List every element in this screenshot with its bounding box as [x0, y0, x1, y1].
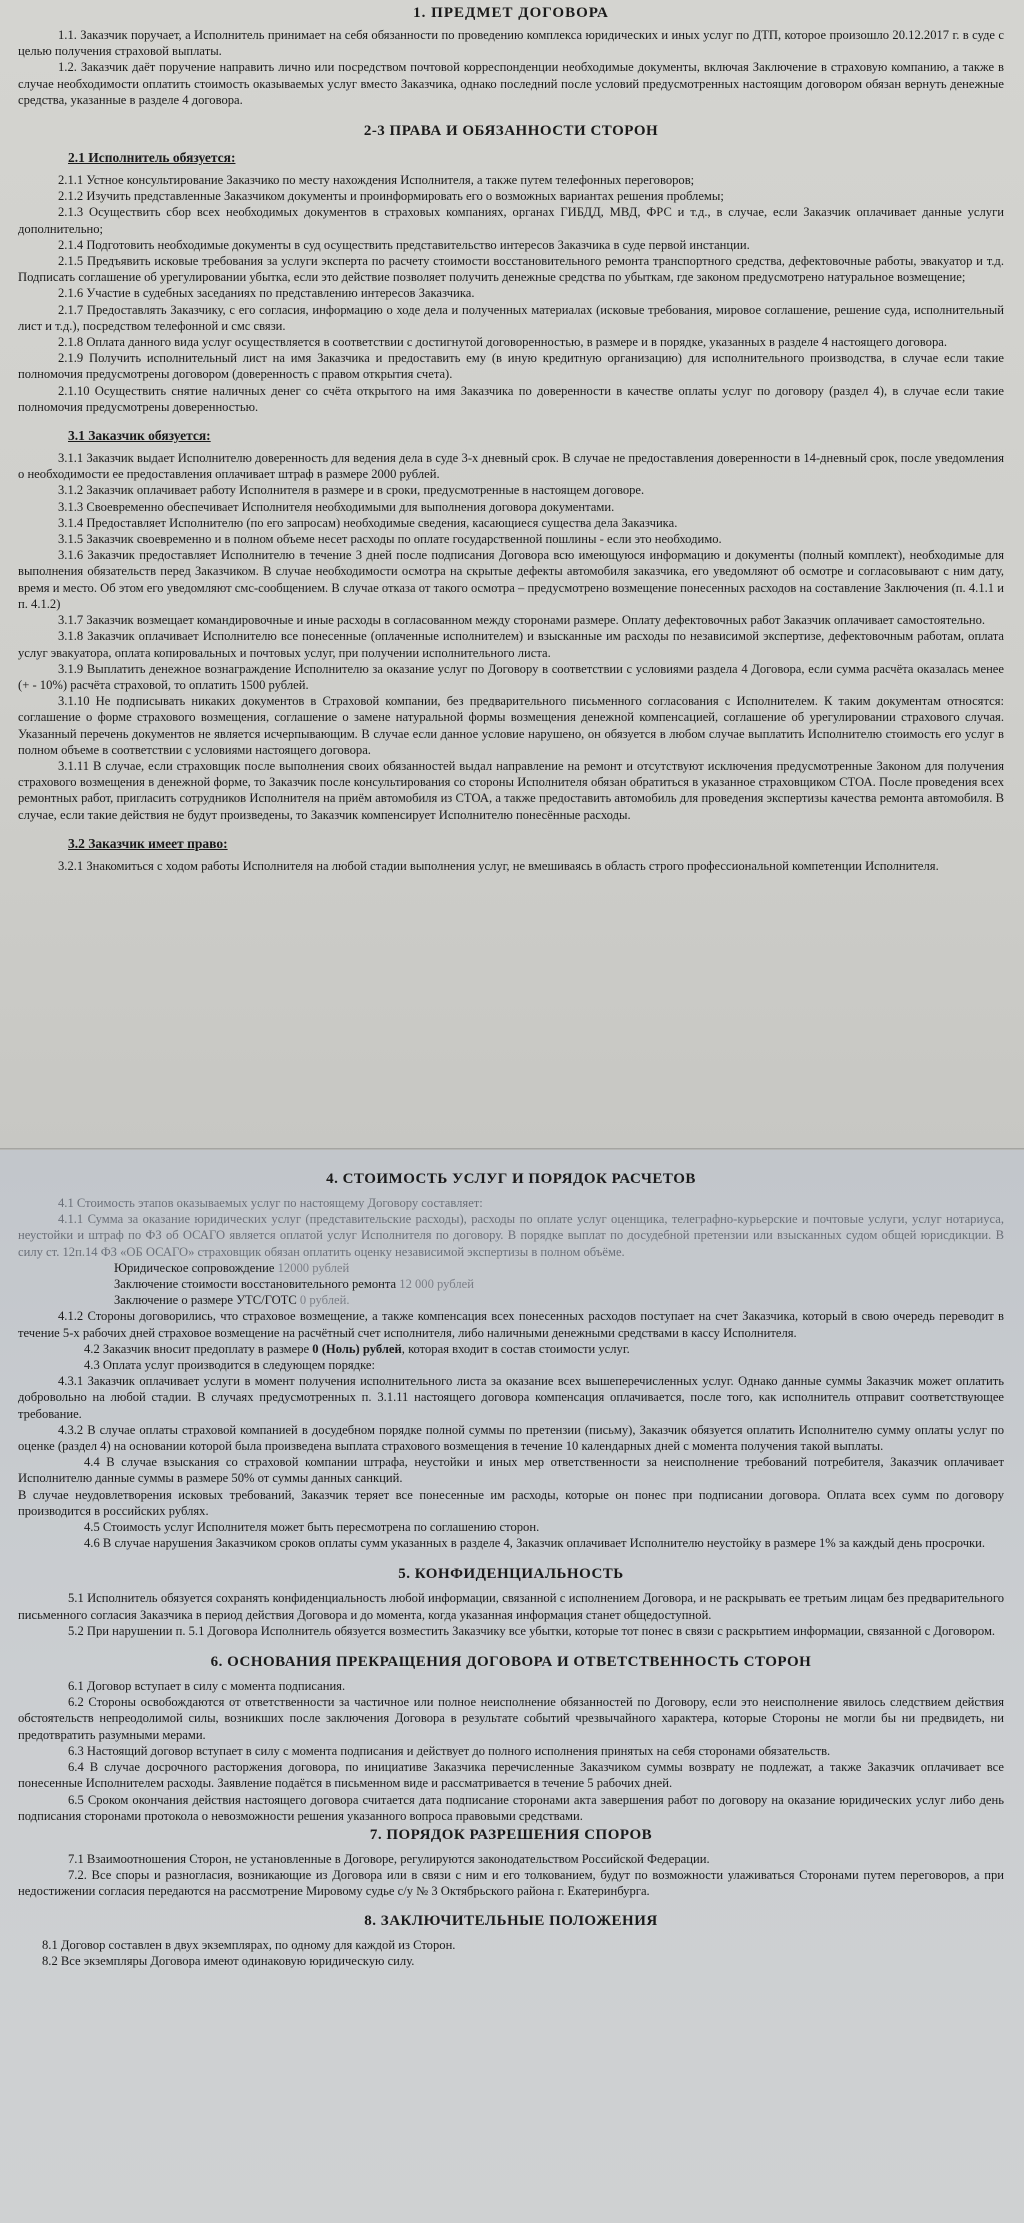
clause-3-1-8: 3.1.8 Заказчик оплачивает Исполнителю все понесенные (оплаченные исполнителем) и взысканные им расходы по независимой экспертизе, дефектовочным работам, оплата услуг эвакуатора, оплата копировальных и почтовых услуг, при получении исполнительного листа. — [18, 629, 1004, 660]
clause-8-1: 8.1 Договор составлен в двух экземплярах, по одному для каждой из Сторон. — [42, 1937, 456, 1952]
subsection-2-1-heading: 2.1 Исполнитель обязуется: — [68, 150, 236, 166]
clause-2-1-9: 2.1.9 Получить исполнительный лист на имя Заказчика и предоставить ему (в иную кредитную организацию) для исполнительного производства, в случае если такие полномочия предусмотрены договором (доверенность с правом открытия счета). — [18, 351, 1004, 382]
clause-8-2: 8.2 Все экземпляры Договора имеют одинаковую юридическую силу. — [42, 1953, 415, 1968]
clause-4-4-continued: В случае неудовлетворения исковых требований, Заказчик теряет все понесенные им расходы, которые он понес при подписании договора. Оплата всех сумм по договору производится в российских рублях. — [18, 1487, 1004, 1518]
fee-legal-support — [18, 1260, 1004, 1276]
clause-4-1-2: 4.1.2 Стороны договорились, что страховое возмещение, а также компенсация всех понесенных расходов поступает на счет Заказчика, который в свою очередь переводит в течение 5-х рабочих дней страховое возмещение на расчётный счет исполнителя, либо наличными денежными средствами в кассу Исполнителя. — [18, 1309, 1004, 1340]
fee-repair-estimate-label: Заключение стоимости восстановительного ремонта — [114, 1277, 400, 1292]
clause-3-1-2: 3.1.2 Заказчик оплачивает работу Исполнителя в размере и в сроки, предусмотренные в настоящем договоре. — [58, 483, 645, 498]
page-1-content — [18, 4, 1004, 874]
clause-4-4: 4.4 В случае взыскания со страховой компании штрафа, неустойки и иных мер ответственности за неисполнение требований потребителя, Заказчик оплачивает Исполнителю данные суммы в размере 50% от суммы данных санкций. — [18, 1455, 1004, 1486]
subsection-3-2-heading: 3.2 Заказчик имеет право: — [68, 835, 228, 851]
clause-3-1-1: 3.1.1 Заказчик выдает Исполнителю доверенность для ведения дела в суде 3-х дневный срок. В случае не предоставления доверенности в 14-дневный срок, после уведомления о необходимости ее предоставления оплачивает штраф в размере 2000 рублей. — [18, 451, 1004, 482]
clause-4-2 — [18, 1341, 1004, 1357]
section-7-heading: 7. ПОРЯДОК РАЗРЕШЕНИЯ СПОРОВ — [369, 1826, 653, 1843]
clause-4-2-tail: , которая входит в состав стоимости услуг. — [401, 1341, 630, 1356]
clause-4-3-1: 4.3.1 Заказчик оплачивает услуги в момент получения исполнительного листа за оказание всех вышеперечисленных услуг. Однако данные суммы Заказчик может оплатить добровольно на любой стадии. В случаях предусмотренных п. 3.1.11 настоящего договора компенсация оплачивается, после того, как исполнитель отправит соответствующее требование. — [18, 1374, 1004, 1421]
subsection-3-1-heading: 3.1 Заказчик обязуется: — [68, 428, 211, 444]
clause-2-1-1: 2.1.1 Устное консультирование Заказчико по месту нахождения Исполнителя, а также путем телефонных переговоров; — [58, 173, 695, 188]
clause-4-2-amount: 0 (Ноль) рублей — [312, 1341, 402, 1356]
clause-2-1-6: 2.1.6 Участие в судебных заседаниях по представлению интересов Заказчика. — [58, 286, 475, 301]
fee-uts-gots — [18, 1292, 1004, 1308]
clause-4-1: 4.1 Стоимость этапов оказываемых услуг по настоящему Договору составляет: — [58, 1196, 483, 1210]
clause-6-4: 6.4 В случае досрочного расторжения договора, по инициативе Заказчика перечисленные Заказчиком суммы возврату не подлежат, а также Заказчик оплачивает все понесенные Исполнителем расходы. Заявление подаётся в письменном виде и рассматривается в течение 5 рабочих дней. — [18, 1760, 1004, 1791]
document-page-2 — [0, 1150, 1024, 2223]
section-1-heading: 1. ПРЕДМЕТ ДОГОВОРА — [413, 5, 609, 21]
clause-3-1-11: 3.1.11 В случае, если страховщик после выполнения своих обязанностей выдал направление на ремонт и отсутствуют исключения предусмотренные Законом для получения страхового возмещения в денежной форме, то Заказчик после консультирования со стороны Исполнителя обязан обратиться в указанное страховщиком СТОА. После проведения всех ремонтных работ, пригласить сотрудников Исполнителя на приём автомобиля из СТОА, а также предоставить автомобиль для проведения экспертизы качества ремонта автомобиля. В случае, если такие действия не будут произведены, то Заказчик компенсирует Исполнителю понесённые расходы. — [18, 758, 1004, 822]
clause-7-2: 7.2. Все споры и разногласия, возникающие из Договора или в связи с ним и его толкованием, будут по возможности улаживаться Сторонами путем переговоров, а при недостижении согласия передаются на рассмотрение Мировому судье с/у № 3 Октябрьского района г. Екатеринбурга. — [18, 1868, 1004, 1899]
clause-4-2-text: 4.2 Заказчик вносит предоплату в размере — [84, 1341, 313, 1356]
clause-3-1-5: 3.1.5 Заказчик своевременно и в полном объеме несет расходы по оплате государственной пошлины - если это необходимо. — [58, 532, 722, 547]
section-8-heading: 8. ЗАКЛЮЧИТЕЛЬНЫЕ ПОЛОЖЕНИЯ — [364, 1912, 658, 1929]
clause-7-1: 7.1 Взаимоотношения Сторон, не установленные в Договоре, регулируются законодательством Российской Федерации. — [68, 1851, 710, 1866]
section-6-heading: 6. ОСНОВАНИЯ ПРЕКРАЩЕНИЯ ДОГОВОРА И ОТВЕТСТВЕННОСТЬ СТОРОН — [210, 1654, 812, 1671]
clause-4-1-1: 4.1.1 Сумма за оказание юридических услуг (представительские расходы), расходы по оплате услуг оценщика, телеграфно-курьерские и почтовые услуги, услуг нотариуса, неустойки и штраф по ФЗ об ОСАГО является оплатой услуг Исполнителя по договору. В порядке выплат по досудебной претензии или взысканных судом общей юрисдикции. В силу ст. 12п.14 ФЗ «ОБ ОСАГО» страховщик обязан оплатить оценку независимой экспертизы в полном объёме. — [18, 1212, 1004, 1259]
clause-4-6: 4.6 В случае нарушения Заказчиком сроков оплаты сумм указанных в разделе 4, Заказчик оплачивает Исполнителю неустойку в размере 1% за каждый день просрочки. — [84, 1536, 986, 1551]
clause-4-5: 4.5 Стоимость услуг Исполнителя может быть пересмотрена по соглашению сторон. — [84, 1520, 540, 1535]
fee-uts-gots-label: Заключение о размере УТС/ГОТС — [114, 1293, 300, 1308]
section-4-heading: 4. СТОИМОСТЬ УСЛУГ И ПОРЯДОК РАСЧЕТОВ — [326, 1171, 696, 1187]
section-5-heading: 5. КОНФИДЕНЦИАЛЬНОСТЬ — [398, 1566, 624, 1583]
fee-repair-estimate — [18, 1276, 1004, 1292]
clause-5-1: 5.1 Исполнитель обязуется сохранять конфиденциальность любой информации, связанной с исполнением Договора, и не раскрывать ее третьим лицам без предварительного письменного согласия Заказчика в период действия Договора и до момента, когда указанная информация станет общедоступной. — [18, 1591, 1004, 1622]
fee-repair-estimate-value: 12 000 рублей — [399, 1277, 475, 1292]
fee-uts-gots-value: 0 рублей. — [299, 1293, 350, 1308]
fee-legal-support-label: Юридическое сопровождение — [114, 1260, 278, 1275]
clause-1-2: 1.2. Заказчик даёт поручение направить лично или посредством почтовой корреспонденции необходимые документы, включая Заключение в страховую компанию, а также в случае необходимости оплатить стоимость оказываемых услуг вместо Заказчика, однако последний после условий предусмотренных настоящим договором обязан вернуть денежные средства, указанные в разделе 4 договора. — [18, 60, 1004, 107]
clause-2-1-5: 2.1.5 Предъявить исковые требования за услуги эксперта по расчету стоимости восстановительного ремонта транспортного средства, дефектовочные работы, эвакуатор и т.д. Подписать соглашение об урегулировании убытка, если это действие позволяет получить денежные средства по убыткам, где законом предусмотрено натуральное возмещение; — [18, 254, 1004, 285]
clause-2-1-4: 2.1.4 Подготовить необходимые документы в суд осуществить представительство интересов Заказчика в суде первой инстанции. — [58, 237, 750, 252]
clause-3-1-6: 3.1.6 Заказчик предоставляет Исполнителю в течение 3 дней после подписания Договора всю имеющуюся информацию и документы (полный комплект), необходимые для выполнения обязательств перед Заказчиком. В случае необходимости осмотра на скрытые дефекты автомобиля заказчика, его уведомляют об осмотре и согласовывают с ним дату, время и место. Об этом его уведомляют смс-сообщением. В случае отказа от такого осмотра – предусмотрено возмещение понесенных расходов на составление Заключения (п. 4.1.1 и п. 4.1.2) — [18, 548, 1004, 611]
page-2-content — [18, 1170, 1004, 1969]
clause-6-3: 6.3 Настоящий договор вступает в силу с момента подписания и действует до полного исполнения принятых на себя сторонами обязательств. — [68, 1743, 831, 1758]
fee-legal-support-value: 12000 рублей — [277, 1260, 350, 1275]
clause-2-1-10: 2.1.10 Осуществить снятие наличных денег со счёта открытого на имя Заказчика по доверенности в качестве оплаты услуг по договору (раздел 4), в случае если такие полномочия предусмотрены доверенностью. — [18, 383, 1004, 414]
clause-2-1-8: 2.1.8 Оплата данного вида услуг осуществляется в соответствии с достигнутой договоренностью, в размере и в порядке, указанных в разделе 4 настоящего договора. — [58, 335, 947, 350]
clause-6-1: 6.1 Договор вступает в силу с момента подписания. — [68, 1679, 346, 1694]
clause-3-1-4: 3.1.4 Предоставляет Исполнителю (по его запросам) необходимые сведения, касающиеся существа дела Заказчика. — [58, 515, 678, 530]
clause-3-1-9: 3.1.9 Выплатить денежное вознаграждение Исполнителю за оказание услуг по Договору в соответствии с условиями раздела 4 Договора, если сумма расчёта оказалась менее (+ - 10%) расчёта страховой, то оплатить 1500 рублей. — [18, 661, 1004, 692]
clause-3-2-1: 3.2.1 Знакомиться с ходом работы Исполнителя на любой стадии выполнения услуг, не вмешиваясь в область строго профессиональной компетенции Исполнителя. — [58, 858, 939, 873]
clause-2-1-3: 2.1.3 Осуществить сбор всех необходимых документов в страховых компаниях, органах ГИБДД, МВД, ФРС и т.д., в случае, если Заказчик оплачивает данные услуги дополнительно; — [18, 205, 1004, 236]
clause-4-3-2: 4.3.2 В случае оплаты страховой компанией в досудебном порядке полной суммы по претензии (письму), Заказчик обязуется оплатить Исполнителю сумму оплаты услуг по оценке (раздел 4) на основании которой была произведена выплата страхового возмещения в течение 10 календарных дней с момента получения такой выплаты. — [18, 1422, 1004, 1454]
clause-3-1-10: 3.1.10 Не подписывать никаких документов в Страховой компании, без предварительного письменного согласования с Исполнителем. К таким документам относятся: соглашение о форме страхового возмещения, соглашение о замене натуральной формы возмещения денежной компенсацией, соглашение об урегулировании страхового случая. Указанный перечень документов не является исчерпывающим. В случае если данное условие нарушено, он обязуется в любом случае выплатить Исполнителю стоимость его услуг в полном объеме в соответствии с условиями настоящего договора. — [18, 694, 1004, 757]
clause-4-3: 4.3 Оплата услуг производится в следующем порядке: — [84, 1358, 375, 1373]
clause-3-1-3: 3.1.3 Своевременно обеспечивает Исполнителя необходимыми для выполнения договора документами. — [58, 499, 615, 514]
clause-2-1-2: 2.1.2 Изучить представленные Заказчиком документы и проинформировать его о возможных вариантах решения проблемы; — [58, 189, 724, 204]
clause-1-1: 1.1. Заказчик поручает, а Исполнитель принимает на себя обязанности по проведению комплекса юридических и иных услуг по ДТП, которое произошло 20.12.2017 г. в суде с целью получения страховой выплаты. — [18, 28, 1004, 59]
section-2-3-heading: 2-3 ПРАВА И ОБЯЗАННОСТИ СТОРОН — [363, 123, 659, 140]
clause-6-5: 6.5 Сроком окончания действия настоящего договора считается дата подписание сторонами акта завершения работ по договору на оказание юридических услуг либо день подписания сторонами протокола о невозможности решения указанного вопроса правовыми средствами. — [18, 1792, 1004, 1823]
clause-6-2: 6.2 Стороны освобождаются от ответственности за частичное или полное неисполнение обязанностей по Договору, если это неисполнение явилось следствием действия обстоятельств непреодолимой силы, возникших после заключения Договора в результате событий чрезвычайного характера, которые Стороны не могли бы ни предвидеть, ни предотвратить разумными мерами. — [18, 1695, 1004, 1742]
clause-3-1-7: 3.1.7 Заказчик возмещает командировочные и иные расходы в согласованном между сторонами размере. Оплату дефектовочных работ Заказчик оплачивает самостоятельно. — [58, 613, 986, 628]
clause-5-2: 5.2 При нарушении п. 5.1 Договора Исполнитель обязуется возместить Заказчику все убытки, которые тот понес в связи с раскрытием информации, связанной с Договором. — [68, 1623, 996, 1638]
clause-2-1-7: 2.1.7 Предоставлять Заказчику, с его согласия, информацию о ходе дела и полученных материалах (исковые требования, мировое соглашение, решение суда, исполнительный лист и т.д.), посредством телефонной и смс связи. — [18, 302, 1004, 333]
